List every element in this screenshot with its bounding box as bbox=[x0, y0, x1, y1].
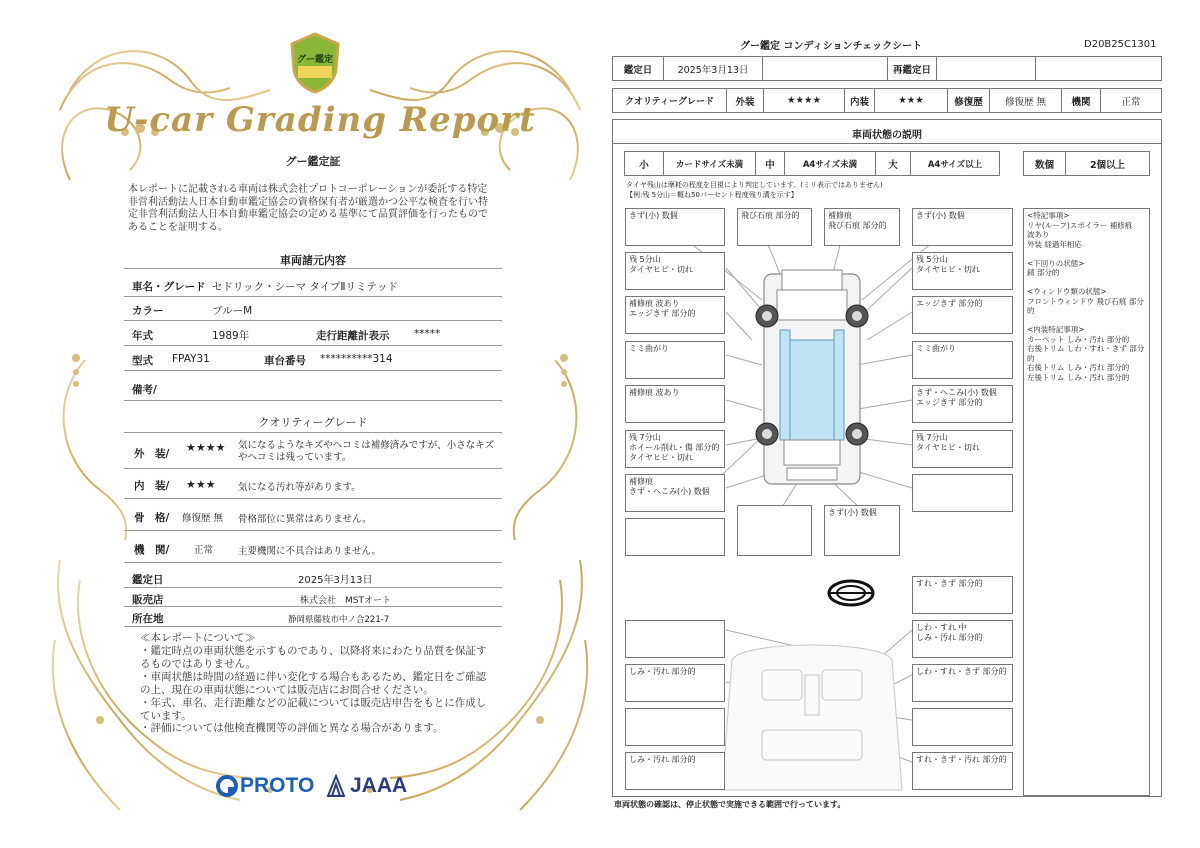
sheet-title: グー鑑定 コンディションチェックシート bbox=[740, 41, 923, 52]
shop-label: 販売店 bbox=[132, 594, 164, 606]
exterior-desc: 気になるようなキズやヘコミは補修済みですが、小さなキズやヘコミは残っています。 bbox=[238, 440, 495, 463]
year-label: 年式 bbox=[132, 330, 153, 342]
exterior-stars: ★★★★ bbox=[186, 441, 226, 454]
color-label: カラー bbox=[132, 305, 164, 317]
badge-text: グー鑑定 bbox=[296, 55, 333, 65]
note-2: ・車両状態は時間の経過に伴い変化する場合もあるため、鑑定日をご確認の上、現在の車両状態については販売店にお問合せください。 bbox=[140, 671, 487, 696]
steering-wheel-icon bbox=[826, 578, 876, 608]
note-1: ・鑑定時点の車両状態を示すものであり、以降将来にわたり品質を保証するものではありません。 bbox=[140, 645, 487, 670]
ext-note-15: 補修痕 きず・へこみ(小) 数個 bbox=[625, 474, 725, 512]
special-notes-box: <特記事項> リヤ(ルーフ)スポイラー 補修痕 波あり 外装 経過年相応 <下回りの状態> 錆 部分的 <ウィンドウ類の状態> フロントウィンドウ 飛び石痕 部分的 <内装特記事項> カーペット しみ・汚れ 部分的 右後トリム しわ・すれ・きず 部分的 右後トリム しみ・汚れ 部分的 左後トリム しみ・汚れ 部分的 bbox=[1023, 208, 1150, 796]
ext-note-14: 残 7分山 タイヤヒビ・切れ bbox=[912, 430, 1013, 468]
jaaa-text: JAAA bbox=[350, 774, 408, 797]
int-note-blank-3 bbox=[912, 708, 1013, 746]
size-small: 小 bbox=[639, 159, 649, 171]
ext-note-7: 補修痕 波あり エッジきず 部分的 bbox=[625, 296, 725, 334]
ext-note-6: 残 5分山 タイヤヒビ・切れ bbox=[912, 252, 1013, 290]
date-label: 鑑定日 bbox=[132, 574, 164, 586]
engine-value-cell: 正常 bbox=[1121, 96, 1141, 108]
address-value: 静岡県藤枝市中ノ合221-7 bbox=[288, 615, 390, 625]
tire-note-2: 【例:残 5分山＝概ね50パーセント程度残り溝を示す】 bbox=[626, 191, 798, 199]
address-label: 所在地 bbox=[132, 613, 164, 625]
repair-label-cell: 修復歴 bbox=[954, 96, 983, 108]
jaaa-mark-icon bbox=[326, 774, 346, 798]
int-note-5: しみ・汚れ 部分的 bbox=[625, 752, 725, 790]
ext-note-2: 飛び石痕 部分的 bbox=[737, 208, 812, 246]
interior-label: 内 装/ bbox=[134, 480, 170, 492]
ext-note-5: 残 5分山 タイヤヒビ・切れ bbox=[625, 252, 725, 290]
engine-label: 機 関/ bbox=[134, 544, 170, 556]
jaaa-logo bbox=[326, 772, 407, 800]
ext-note-blank-3 bbox=[737, 505, 812, 556]
frame-value: 修復歴 無 bbox=[182, 513, 224, 524]
chassis-value: **********314 bbox=[320, 353, 393, 365]
engine-label-cell: 機関 bbox=[1071, 96, 1091, 108]
shop-value: 株式会社 MSTオート bbox=[300, 596, 391, 606]
exterior-label: 外 装/ bbox=[134, 448, 170, 460]
note-3: ・年式、車名、走行距離などの記載については販売店申告をもとに作成しています。 bbox=[140, 697, 487, 722]
size-mid-desc: A4サイズ未満 bbox=[802, 159, 858, 170]
int-note-blank-1 bbox=[625, 620, 725, 658]
color-value: ブルーM bbox=[212, 305, 253, 317]
quality-title: クオリティーグレード bbox=[258, 416, 368, 429]
ext-stars-cell: ★★★★ bbox=[786, 95, 822, 106]
tire-note-1: タイヤ残山は摩耗の程度を目視により判定しています。(ミリ表示ではありません) bbox=[626, 181, 883, 189]
date-label-cell: 鑑定日 bbox=[623, 64, 653, 76]
mileage-value: ***** bbox=[414, 328, 441, 340]
ext-note-8: エッジきず 部分的 bbox=[912, 296, 1013, 334]
ext-note-9: ミミ曲がり bbox=[625, 341, 725, 379]
state-title: 車両状態の説明 bbox=[852, 130, 922, 141]
ext-note-11: 補修痕 波あり bbox=[625, 385, 725, 423]
goo-badge bbox=[288, 32, 342, 94]
cert-title: グー鑑定証 bbox=[285, 155, 341, 168]
date-value: 2025年3月13日 bbox=[298, 575, 373, 586]
ext-note-16: きず(小) 数個 bbox=[824, 505, 900, 556]
count-value: 2個以上 bbox=[1089, 159, 1126, 171]
chassis-label: 車台番号 bbox=[264, 355, 306, 367]
int-note-1: すれ・きず 部分的 bbox=[912, 576, 1013, 614]
ext-note-10: ミミ曲がり bbox=[912, 341, 1013, 379]
ext-label-cell: 外装 bbox=[735, 96, 755, 108]
int-note-3: しみ・汚れ 部分的 bbox=[625, 664, 725, 702]
int-label-cell: 内装 bbox=[849, 96, 869, 108]
repair-value-cell: 修復歴 無 bbox=[1004, 96, 1047, 108]
redate-label-cell: 再鑑定日 bbox=[892, 64, 931, 76]
note-4: ・評価については他検査機関等の評価と異なる場合があります。 bbox=[140, 722, 444, 734]
int-stars-cell: ★★★ bbox=[898, 95, 924, 106]
proto-logo bbox=[216, 772, 314, 800]
engine-desc: 主要機関に不具合はありません。 bbox=[238, 546, 382, 557]
blank-cell-2 bbox=[1035, 56, 1162, 81]
car-name-label: 車名・グレード bbox=[132, 281, 206, 293]
size-mid: 中 bbox=[765, 159, 775, 171]
count-label: 数個 bbox=[1034, 159, 1054, 171]
engine-value: 正常 bbox=[194, 545, 214, 556]
mileage-label: 走行距離計表示 bbox=[316, 330, 390, 342]
car-name-value: セドリック・シーマ タイプⅡリミテッド bbox=[212, 281, 399, 293]
year-value: 1989年 bbox=[212, 330, 250, 342]
specs-title: 車両諸元内容 bbox=[280, 254, 346, 267]
model-value: FPAY31 bbox=[172, 353, 210, 365]
footer-note: 車両状態の確認は、停止状態で実施できる範囲で行っています。 bbox=[614, 800, 846, 809]
ext-note-blank-2 bbox=[625, 518, 725, 556]
int-note-4: しわ・すれ・きず 部分的 bbox=[912, 664, 1013, 702]
proto-text: PROTO bbox=[240, 774, 315, 797]
proto-mark-icon bbox=[216, 775, 238, 797]
sheet-code: D20B25C1301 bbox=[1084, 39, 1157, 50]
ext-note-3: 補修痕 飛び石痕 部分的 bbox=[824, 208, 900, 246]
ext-note-blank-1 bbox=[912, 474, 1013, 512]
report-title: U-car Grading Report bbox=[104, 100, 536, 140]
ext-note-4: きず(小) 数個 bbox=[912, 208, 1013, 246]
model-label: 型式 bbox=[132, 355, 153, 367]
int-note-2: しわ・すれ 中 しみ・汚れ 部分的 bbox=[912, 620, 1013, 658]
size-large: 大 bbox=[888, 159, 898, 171]
ext-note-13: 残 7分山 ホイール削れ・傷 部分的 タイヤヒビ・切れ bbox=[625, 430, 725, 468]
ext-note-1: きず(小) 数個 bbox=[625, 208, 725, 246]
frame-desc: 骨格部位に異常はありません。 bbox=[238, 514, 372, 525]
size-large-desc: A4サイズ以上 bbox=[927, 159, 983, 170]
blank-cell-1 bbox=[762, 56, 888, 81]
remarks-label: 備考/ bbox=[132, 384, 157, 396]
int-note-6: すれ・きず・汚れ 部分的 bbox=[912, 752, 1013, 790]
interior-desc: 気になる汚れ等があります。 bbox=[238, 482, 361, 493]
notes-title: ≪本レポートについて≫ bbox=[140, 632, 256, 644]
interior-stars: ★★★ bbox=[186, 478, 216, 491]
ext-note-12: きず・へこみ(小) 数個 エッジきず 部分的 bbox=[912, 385, 1013, 423]
frame-label: 骨 格/ bbox=[134, 512, 170, 524]
int-note-blank-2 bbox=[625, 708, 725, 746]
size-small-desc: カードサイズ未満 bbox=[675, 159, 744, 170]
date-cell: 2025年3月13日 bbox=[677, 64, 749, 76]
redate-cell bbox=[936, 56, 1036, 81]
intro-text: 本レポートに記載される車両は株式会社プロトコーポレーションが委託する特定非営利活動法人日本自動車鑑定協会の資格保有者が厳選かつ公平な検査を行い特定非営利活動法人日本自動車鑑定協会の定める基準にて品質評価を行ったものであることを証明する。 bbox=[128, 184, 488, 233]
qg-label-cell: クオリティーグレード bbox=[624, 97, 715, 107]
